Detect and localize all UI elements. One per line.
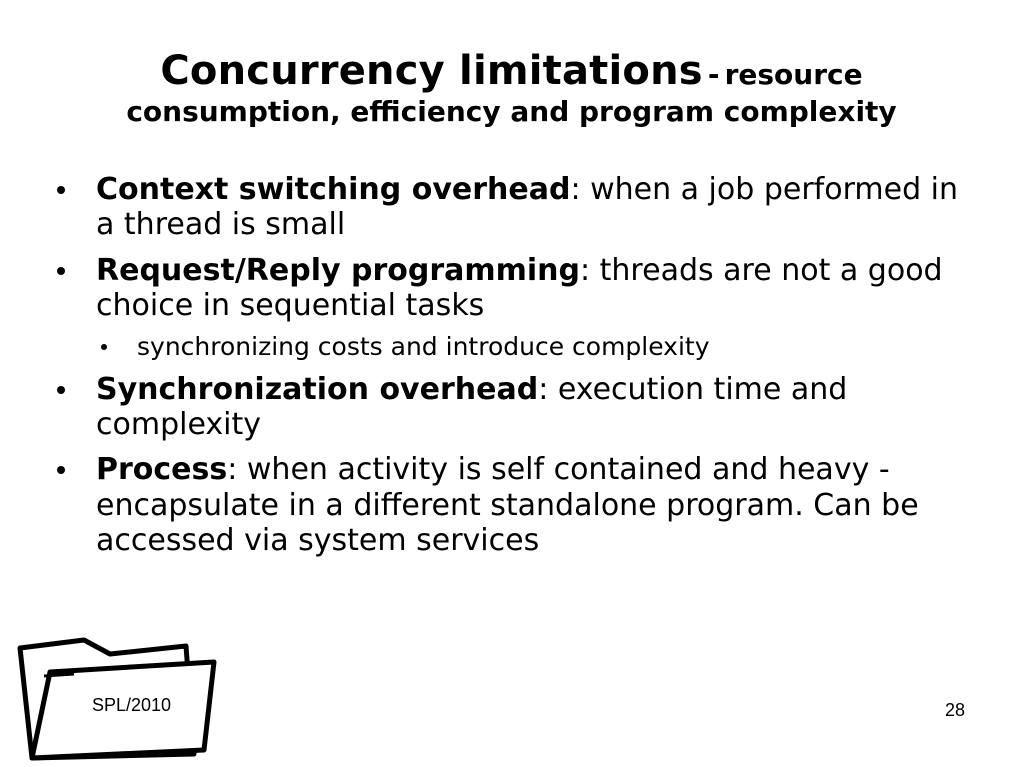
- sub-bullet-dot-icon: [101, 344, 107, 350]
- sub-bullet-item: [99, 332, 960, 362]
- bullet-list: [55, 172, 960, 569]
- title-subtitle-part2: consumption, efficiency and program complexity: [126, 95, 897, 129]
- bullet-dot-icon: [57, 386, 65, 394]
- title-subtitle-part1: resource: [724, 58, 863, 91]
- bullet-text: : when a job performed in a thread is small: [96, 172, 958, 243]
- slide-title: [40, 48, 983, 128]
- bullet-term: Synchronization overhead: [96, 371, 539, 407]
- bullet-item: [55, 372, 960, 443]
- sub-bullet-text: synchronizing costs and introduce complexity: [137, 331, 710, 361]
- bullet-term: Process: [96, 452, 228, 488]
- bullet-term: Context switching overhead: [96, 172, 571, 207]
- bullet-item: [55, 253, 960, 324]
- bullet-text: : execution time and complexity: [96, 371, 848, 442]
- footer-label: SPL/2010: [92, 695, 172, 715]
- bullet-text: : threads are not a good choice in sequential tasks: [96, 252, 943, 324]
- bullet-dot-icon: [57, 466, 65, 474]
- page-number: 28: [945, 700, 966, 720]
- title-separator: -: [707, 58, 720, 91]
- bullet-item: [55, 452, 960, 558]
- bullet-term: Request/Reply programming: [96, 252, 581, 288]
- bullet-item: [55, 172, 960, 243]
- title-main: Concurrency limitations: [160, 48, 703, 94]
- bullet-dot-icon: [57, 267, 65, 275]
- bullet-dot-icon: [57, 186, 65, 194]
- bullet-text: : when activity is self contained and heavy - encapsulate in a different standalone program. Can be accessed via system services: [96, 452, 919, 559]
